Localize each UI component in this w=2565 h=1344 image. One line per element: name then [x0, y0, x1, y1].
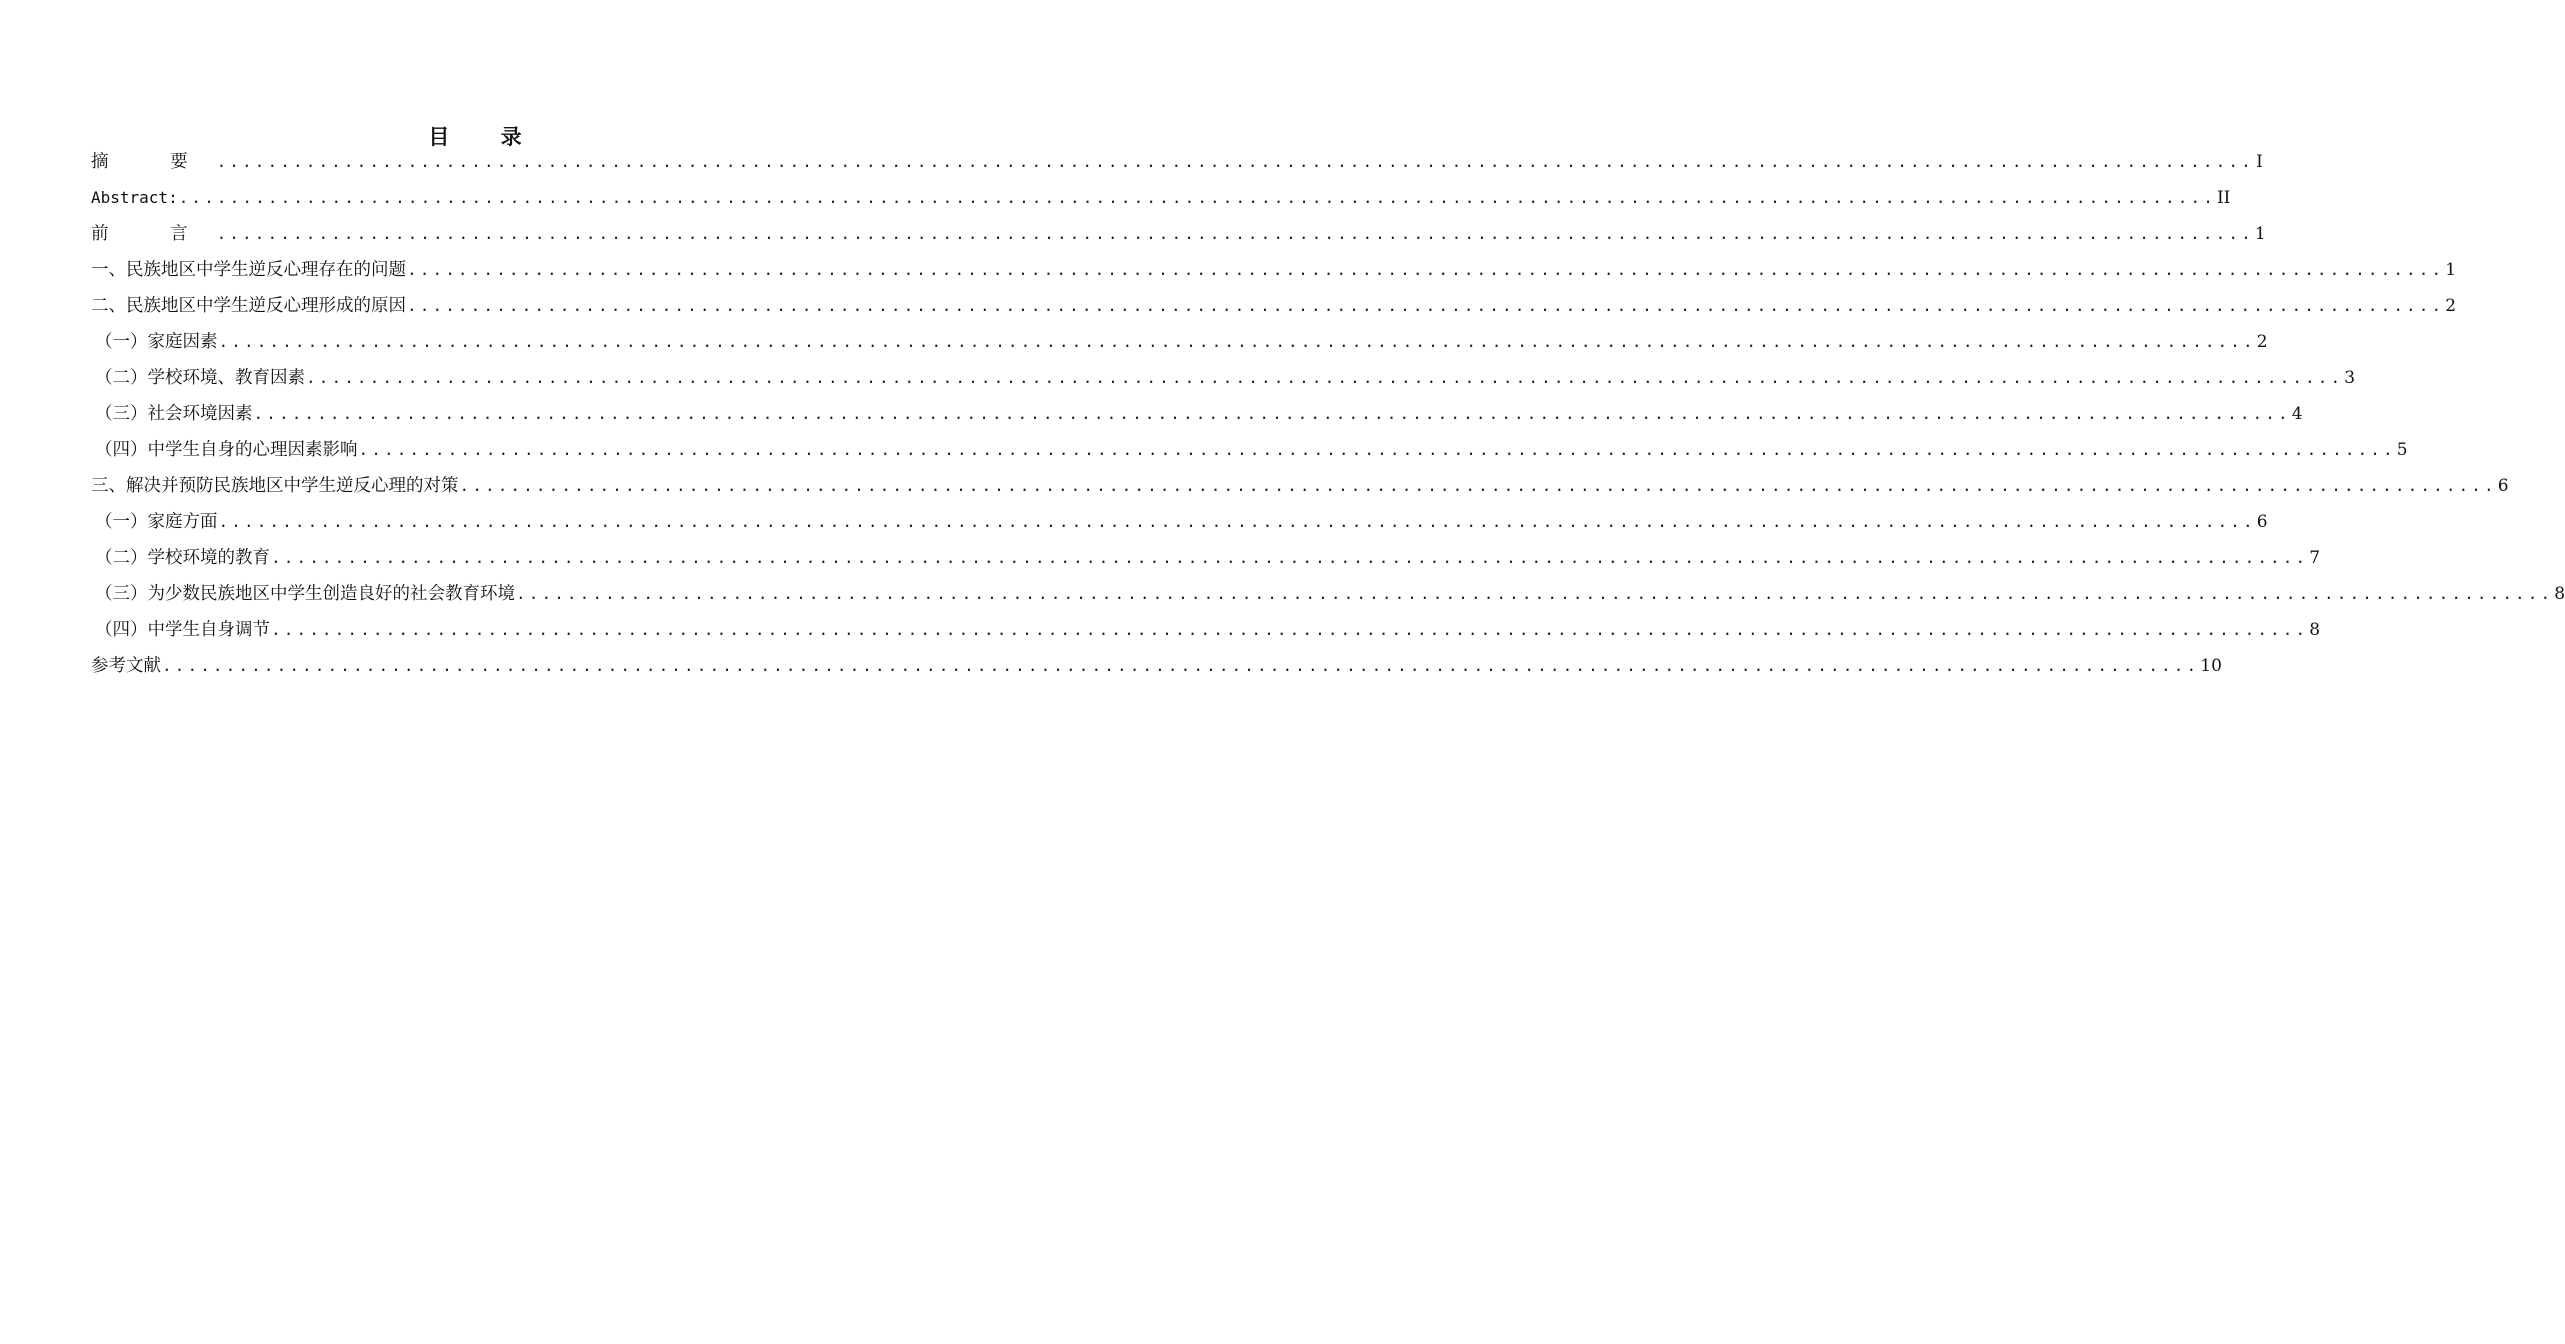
toc-entry-page: II: [2216, 188, 2231, 208]
toc-entry-page: 5: [2396, 440, 2408, 460]
toc-entry-section-2-2[interactable]: [91, 360, 2356, 396]
toc-title: 目 录: [428, 125, 544, 149]
dot-leader: ................................................................................................................................................................: [459, 476, 2497, 495]
toc-entry-page: 2: [2445, 296, 2457, 316]
dot-leader: ................................................................................................................................................................: [271, 548, 2309, 567]
dot-leader: ................................................................................................................................................................: [216, 152, 2254, 171]
dot-leader: ................................................................................................................................................................: [407, 260, 2445, 279]
table-of-contents: [91, 144, 2565, 684]
toc-entry-section-1[interactable]: [91, 252, 2457, 288]
toc-entry-label: （四）中学生自身的心理因素影响: [95, 440, 358, 460]
toc-entry-page: 1: [2254, 224, 2266, 244]
toc-entry-section-3-1[interactable]: [91, 504, 2268, 540]
toc-entry-label: 摘 要: [91, 152, 216, 172]
toc-entry-page: 10: [2200, 656, 2222, 676]
toc-entry-page: 8: [2309, 620, 2321, 640]
dot-leader: ................................................................................................................................................................: [178, 188, 2216, 207]
toc-entry-label: 参考文献: [91, 656, 161, 676]
toc-entry-page: 4: [2291, 404, 2303, 424]
toc-entry-label: （一）家庭方面: [95, 512, 218, 532]
toc-entry-references[interactable]: [91, 648, 2222, 684]
toc-entry-label: 三、解决并预防民族地区中学生逆反心理的对策: [91, 476, 459, 496]
dot-leader: ................................................................................................................................................................: [218, 512, 2256, 531]
toc-entry-label: （一）家庭因素: [95, 332, 218, 352]
toc-entry-page: 8: [2554, 584, 2565, 604]
toc-entry-label: 前 言: [91, 224, 216, 244]
toc-entry-section-2-4[interactable]: [91, 432, 2408, 468]
toc-entry-abstract-cn[interactable]: [91, 144, 2263, 180]
dot-leader: ................................................................................................................................................................: [358, 440, 2396, 459]
dot-leader: ................................................................................................................................................................: [271, 620, 2309, 639]
toc-entry-page: 6: [2256, 512, 2268, 532]
toc-entry-page: 7: [2309, 548, 2321, 568]
dot-leader: ................................................................................................................................................................: [162, 656, 2200, 675]
dot-leader: ................................................................................................................................................................: [407, 296, 2445, 315]
dot-leader: ................................................................................................................................................................: [253, 404, 2291, 423]
dot-leader: ................................................................................................................................................................: [516, 584, 2554, 603]
toc-entry-page: 3: [2344, 368, 2356, 388]
dot-leader: ................................................................................................................................................................: [306, 368, 2344, 387]
toc-entry-section-2-1[interactable]: [91, 324, 2268, 360]
toc-entry-label: Abstract:: [91, 188, 178, 207]
toc-entry-label: （四）中学生自身调节: [95, 620, 270, 640]
dot-leader: ................................................................................................................................................................: [216, 224, 2254, 243]
toc-entry-label: 二、民族地区中学生逆反心理形成的原因: [91, 296, 406, 316]
toc-entry-section-3-2[interactable]: [91, 540, 2321, 576]
toc-entry-label: 一、民族地区中学生逆反心理存在的问题: [91, 260, 406, 280]
toc-entry-section-2[interactable]: [91, 288, 2457, 324]
toc-entry-page: 1: [2445, 260, 2457, 280]
dot-leader: ................................................................................................................................................................: [218, 332, 2256, 351]
toc-entry-section-2-3[interactable]: [91, 396, 2303, 432]
toc-entry-page: 6: [2497, 476, 2509, 496]
toc-entry-page: I: [2256, 152, 2263, 172]
toc-entry-preface[interactable]: [91, 216, 2266, 252]
toc-entry-page: 2: [2256, 332, 2268, 352]
toc-entry-label: （二）学校环境的教育: [95, 548, 270, 568]
toc-entry-label: （三）为少数民族地区中学生创造良好的社会教育环境: [95, 584, 515, 604]
toc-entry-label: （二）学校环境、教育因素: [95, 368, 305, 388]
toc-entry-section-3-4[interactable]: [91, 612, 2321, 648]
toc-entry-label: （三）社会环境因素: [95, 404, 253, 424]
toc-entry-abstract-en[interactable]: [91, 180, 2231, 216]
toc-entry-section-3-3[interactable]: [91, 576, 2565, 612]
toc-entry-section-3[interactable]: [91, 468, 2509, 504]
